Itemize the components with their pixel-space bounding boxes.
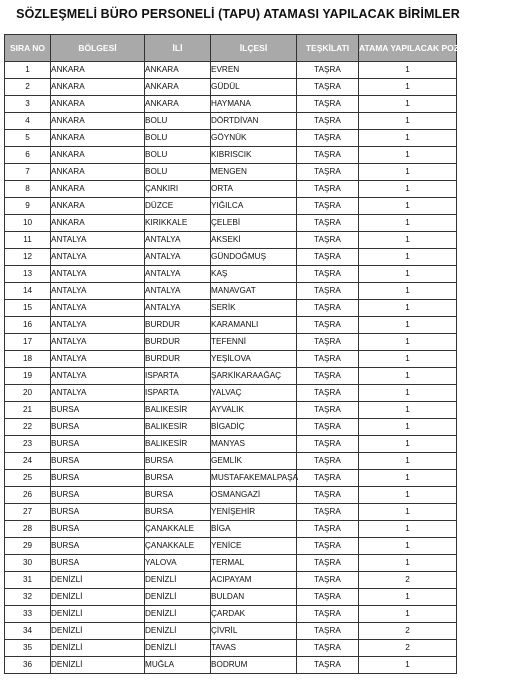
- row-ilcesi: YALVAÇ: [211, 385, 297, 402]
- row-ili: ANTALYA: [145, 249, 211, 266]
- row-bolgesi: ANKARA: [51, 62, 145, 79]
- row-pozisyon-sayisi: 1: [359, 606, 457, 623]
- row-teskilati: TAŞRA: [297, 623, 359, 640]
- row-sira-no: 17: [5, 334, 51, 351]
- row-pozisyon-sayisi: 1: [359, 368, 457, 385]
- row-bolgesi: BURSA: [51, 402, 145, 419]
- row-teskilati: TAŞRA: [297, 79, 359, 96]
- row-pozisyon-sayisi: 1: [359, 96, 457, 113]
- row-ili: BURDUR: [145, 317, 211, 334]
- row-pozisyon-sayisi: 1: [359, 198, 457, 215]
- row-ilcesi: YEŞİLOVA: [211, 351, 297, 368]
- table-row: [5, 96, 457, 113]
- row-ili: DENİZLİ: [145, 640, 211, 657]
- table-row: [5, 249, 457, 266]
- table-row: [5, 198, 457, 215]
- row-teskilati: TAŞRA: [297, 96, 359, 113]
- header-ili: İLİ: [145, 35, 211, 62]
- row-pozisyon-sayisi: 1: [359, 453, 457, 470]
- row-ilcesi: AKSEKİ: [211, 232, 297, 249]
- row-bolgesi: DENİZLİ: [51, 640, 145, 657]
- row-bolgesi: BURSA: [51, 419, 145, 436]
- row-sira-no: 20: [5, 385, 51, 402]
- table-row: [5, 504, 457, 521]
- row-bolgesi: ANKARA: [51, 181, 145, 198]
- table-row: [5, 283, 457, 300]
- row-pozisyon-sayisi: 1: [359, 538, 457, 555]
- table-row: [5, 453, 457, 470]
- row-bolgesi: BURSA: [51, 470, 145, 487]
- row-ili: ANTALYA: [145, 232, 211, 249]
- table-row: [5, 589, 457, 606]
- row-sira-no: 4: [5, 113, 51, 130]
- row-pozisyon-sayisi: 1: [359, 181, 457, 198]
- row-sira-no: 12: [5, 249, 51, 266]
- row-ili: BURDUR: [145, 351, 211, 368]
- row-ilcesi: TAVAS: [211, 640, 297, 657]
- row-sira-no: 26: [5, 487, 51, 504]
- row-teskilati: TAŞRA: [297, 215, 359, 232]
- row-sira-no: 22: [5, 419, 51, 436]
- row-sira-no: 25: [5, 470, 51, 487]
- row-pozisyon-sayisi: 1: [359, 215, 457, 232]
- table-row: [5, 181, 457, 198]
- row-bolgesi: ANKARA: [51, 79, 145, 96]
- row-ili: BURSA: [145, 470, 211, 487]
- header-ilcesi: İLÇESİ: [211, 35, 297, 62]
- row-pozisyon-sayisi: 1: [359, 657, 457, 674]
- table-row: [5, 487, 457, 504]
- row-sira-no: 11: [5, 232, 51, 249]
- table-row: [5, 130, 457, 147]
- header-pozisyon-sayisi: ATAMA YAPILACAK POZİSYON SAYISI: [359, 35, 457, 62]
- table-row: [5, 606, 457, 623]
- units-table: [4, 34, 515, 674]
- row-teskilati: TAŞRA: [297, 62, 359, 79]
- row-bolgesi: DENİZLİ: [51, 572, 145, 589]
- row-ilcesi: BODRUM: [211, 657, 297, 674]
- row-ili: ANKARA: [145, 96, 211, 113]
- row-pozisyon-sayisi: 1: [359, 436, 457, 453]
- row-ilcesi: BİGA: [211, 521, 297, 538]
- row-sira-no: 13: [5, 266, 51, 283]
- row-ili: DÜZCE: [145, 198, 211, 215]
- row-sira-no: 3: [5, 96, 51, 113]
- row-pozisyon-sayisi: 1: [359, 334, 457, 351]
- row-pozisyon-sayisi: 1: [359, 300, 457, 317]
- row-bolgesi: ANTALYA: [51, 385, 145, 402]
- row-teskilati: TAŞRA: [297, 283, 359, 300]
- row-teskilati: TAŞRA: [297, 317, 359, 334]
- row-ili: ANTALYA: [145, 283, 211, 300]
- row-pozisyon-sayisi: 1: [359, 470, 457, 487]
- row-ilcesi: OSMANGAZİ: [211, 487, 297, 504]
- row-ili: DENİZLİ: [145, 623, 211, 640]
- row-ilcesi: MANAVGAT: [211, 283, 297, 300]
- row-ilcesi: ÇİVRİL: [211, 623, 297, 640]
- row-pozisyon-sayisi: 1: [359, 487, 457, 504]
- row-pozisyon-sayisi: 1: [359, 130, 457, 147]
- row-sira-no: 7: [5, 164, 51, 181]
- row-sira-no: 28: [5, 521, 51, 538]
- row-ili: ISPARTA: [145, 385, 211, 402]
- row-bolgesi: ANTALYA: [51, 368, 145, 385]
- row-ili: BURSA: [145, 487, 211, 504]
- row-pozisyon-sayisi: 1: [359, 555, 457, 572]
- table-row: [5, 385, 457, 402]
- row-sira-no: 18: [5, 351, 51, 368]
- row-teskilati: TAŞRA: [297, 606, 359, 623]
- row-bolgesi: BURSA: [51, 487, 145, 504]
- row-teskilati: TAŞRA: [297, 130, 359, 147]
- row-bolgesi: ANKARA: [51, 113, 145, 130]
- row-sira-no: 30: [5, 555, 51, 572]
- row-ili: ISPARTA: [145, 368, 211, 385]
- row-bolgesi: BURSA: [51, 504, 145, 521]
- row-pozisyon-sayisi: 1: [359, 283, 457, 300]
- row-ilcesi: AYVALIK: [211, 402, 297, 419]
- table-row: [5, 164, 457, 181]
- table-row: [5, 402, 457, 419]
- row-ilcesi: GÜNDOĞMUŞ: [211, 249, 297, 266]
- row-bolgesi: ANTALYA: [51, 232, 145, 249]
- table-row: [5, 215, 457, 232]
- table-row: [5, 640, 457, 657]
- row-pozisyon-sayisi: 1: [359, 79, 457, 96]
- row-ili: ÇANKIRI: [145, 181, 211, 198]
- row-pozisyon-sayisi: 1: [359, 521, 457, 538]
- row-bolgesi: ANTALYA: [51, 283, 145, 300]
- row-pozisyon-sayisi: 1: [359, 589, 457, 606]
- row-pozisyon-sayisi: 1: [359, 62, 457, 79]
- row-pozisyon-sayisi: 2: [359, 623, 457, 640]
- row-pozisyon-sayisi: 1: [359, 232, 457, 249]
- row-pozisyon-sayisi: 1: [359, 402, 457, 419]
- table-row: [5, 62, 457, 79]
- table-row: [5, 232, 457, 249]
- row-bolgesi: ANTALYA: [51, 334, 145, 351]
- row-ili: DENİZLİ: [145, 606, 211, 623]
- row-pozisyon-sayisi: 1: [359, 317, 457, 334]
- row-sira-no: 6: [5, 147, 51, 164]
- row-pozisyon-sayisi: 1: [359, 113, 457, 130]
- row-ili: BOLU: [145, 130, 211, 147]
- row-teskilati: TAŞRA: [297, 470, 359, 487]
- row-bolgesi: DENİZLİ: [51, 657, 145, 674]
- row-sira-no: 23: [5, 436, 51, 453]
- row-pozisyon-sayisi: 2: [359, 572, 457, 589]
- row-bolgesi: ANKARA: [51, 215, 145, 232]
- row-teskilati: TAŞRA: [297, 436, 359, 453]
- header-teskilati: TEŞKİLATI: [297, 35, 359, 62]
- row-sira-no: 31: [5, 572, 51, 589]
- row-bolgesi: ANTALYA: [51, 300, 145, 317]
- row-ilcesi: MANYAS: [211, 436, 297, 453]
- row-ili: BOLU: [145, 147, 211, 164]
- row-ilcesi: DÖRTDİVAN: [211, 113, 297, 130]
- row-teskilati: TAŞRA: [297, 402, 359, 419]
- row-teskilati: TAŞRA: [297, 487, 359, 504]
- row-ili: BALIKESİR: [145, 419, 211, 436]
- row-ili: ANKARA: [145, 79, 211, 96]
- row-ilcesi: KAŞ: [211, 266, 297, 283]
- row-ilcesi: TEFENNİ: [211, 334, 297, 351]
- row-ili: KIRIKKALE: [145, 215, 211, 232]
- table-row: [5, 572, 457, 589]
- row-ilcesi: TERMAL: [211, 555, 297, 572]
- row-ilcesi: HAYMANA: [211, 96, 297, 113]
- row-teskilati: TAŞRA: [297, 147, 359, 164]
- row-ili: BURDUR: [145, 334, 211, 351]
- row-sira-no: 19: [5, 368, 51, 385]
- row-ilcesi: SERİK: [211, 300, 297, 317]
- row-bolgesi: BURSA: [51, 521, 145, 538]
- row-ili: BALIKESİR: [145, 436, 211, 453]
- row-teskilati: TAŞRA: [297, 419, 359, 436]
- row-sira-no: 16: [5, 317, 51, 334]
- row-ili: ANKARA: [145, 62, 211, 79]
- row-sira-no: 35: [5, 640, 51, 657]
- row-pozisyon-sayisi: 1: [359, 385, 457, 402]
- row-sira-no: 9: [5, 198, 51, 215]
- row-pozisyon-sayisi: 1: [359, 147, 457, 164]
- table-row: [5, 351, 457, 368]
- row-ili: YALOVA: [145, 555, 211, 572]
- row-bolgesi: ANKARA: [51, 164, 145, 181]
- table-row: [5, 147, 457, 164]
- row-ili: BOLU: [145, 164, 211, 181]
- row-ili: DENİZLİ: [145, 572, 211, 589]
- row-ili: BURSA: [145, 453, 211, 470]
- row-ilcesi: YENİCE: [211, 538, 297, 555]
- row-sira-no: 2: [5, 79, 51, 96]
- row-teskilati: TAŞRA: [297, 657, 359, 674]
- row-ili: BURSA: [145, 504, 211, 521]
- row-ili: BALIKESİR: [145, 402, 211, 419]
- row-teskilati: TAŞRA: [297, 538, 359, 555]
- row-teskilati: TAŞRA: [297, 232, 359, 249]
- table-row: [5, 521, 457, 538]
- table-header-row: [5, 35, 457, 62]
- row-bolgesi: ANTALYA: [51, 249, 145, 266]
- row-teskilati: TAŞRA: [297, 368, 359, 385]
- table-row: [5, 419, 457, 436]
- row-bolgesi: BURSA: [51, 555, 145, 572]
- row-ilcesi: ACIPAYAM: [211, 572, 297, 589]
- row-sira-no: 10: [5, 215, 51, 232]
- table-row: [5, 334, 457, 351]
- row-sira-no: 24: [5, 453, 51, 470]
- table-row: [5, 470, 457, 487]
- row-teskilati: TAŞRA: [297, 589, 359, 606]
- table-row: [5, 555, 457, 572]
- header-sira-no: SIRA NO: [5, 35, 51, 62]
- row-teskilati: TAŞRA: [297, 351, 359, 368]
- row-ilcesi: KARAMANLI: [211, 317, 297, 334]
- table-row: [5, 317, 457, 334]
- row-bolgesi: BURSA: [51, 453, 145, 470]
- row-ili: BOLU: [145, 113, 211, 130]
- row-sira-no: 5: [5, 130, 51, 147]
- row-sira-no: 32: [5, 589, 51, 606]
- row-sira-no: 36: [5, 657, 51, 674]
- row-ilcesi: ORTA: [211, 181, 297, 198]
- row-ilcesi: YENİŞEHİR: [211, 504, 297, 521]
- row-teskilati: TAŞRA: [297, 385, 359, 402]
- row-teskilati: TAŞRA: [297, 266, 359, 283]
- row-bolgesi: BURSA: [51, 538, 145, 555]
- row-bolgesi: ANKARA: [51, 198, 145, 215]
- row-teskilati: TAŞRA: [297, 113, 359, 130]
- row-sira-no: 1: [5, 62, 51, 79]
- table-row: [5, 436, 457, 453]
- row-ili: ANTALYA: [145, 300, 211, 317]
- row-ilcesi: YIĞILCA: [211, 198, 297, 215]
- row-bolgesi: ANTALYA: [51, 351, 145, 368]
- row-teskilati: TAŞRA: [297, 572, 359, 589]
- row-teskilati: TAŞRA: [297, 453, 359, 470]
- row-teskilati: TAŞRA: [297, 504, 359, 521]
- table-row: [5, 300, 457, 317]
- row-bolgesi: DENİZLİ: [51, 589, 145, 606]
- row-ilcesi: ÇARDAK: [211, 606, 297, 623]
- row-ili: ÇANAKKALE: [145, 521, 211, 538]
- row-pozisyon-sayisi: 1: [359, 419, 457, 436]
- table-row: [5, 113, 457, 130]
- row-teskilati: TAŞRA: [297, 334, 359, 351]
- row-ilcesi: MUSTAFAKEMALPAŞA: [211, 470, 297, 487]
- row-bolgesi: ANKARA: [51, 96, 145, 113]
- row-teskilati: TAŞRA: [297, 164, 359, 181]
- row-ilcesi: EVREN: [211, 62, 297, 79]
- row-ilcesi: GEMLİK: [211, 453, 297, 470]
- row-teskilati: TAŞRA: [297, 249, 359, 266]
- row-bolgesi: ANKARA: [51, 147, 145, 164]
- row-pozisyon-sayisi: 1: [359, 164, 457, 181]
- row-ilcesi: KIBRISCIK: [211, 147, 297, 164]
- row-pozisyon-sayisi: 1: [359, 504, 457, 521]
- document-title: SÖZLEŞMELİ BÜRO PERSONELİ (TAPU) ATAMASI YAPILACAK BİRİMLER: [16, 7, 460, 21]
- row-sira-no: 33: [5, 606, 51, 623]
- row-teskilati: TAŞRA: [297, 521, 359, 538]
- table-row: [5, 266, 457, 283]
- row-sira-no: 8: [5, 181, 51, 198]
- row-bolgesi: ANTALYA: [51, 266, 145, 283]
- table-body: [5, 62, 457, 674]
- row-sira-no: 15: [5, 300, 51, 317]
- table-row: [5, 623, 457, 640]
- row-ilcesi: BULDAN: [211, 589, 297, 606]
- row-ili: ÇANAKKALE: [145, 538, 211, 555]
- row-teskilati: TAŞRA: [297, 181, 359, 198]
- row-ili: MUĞLA: [145, 657, 211, 674]
- row-sira-no: 21: [5, 402, 51, 419]
- row-sira-no: 29: [5, 538, 51, 555]
- row-pozisyon-sayisi: 1: [359, 266, 457, 283]
- row-ilcesi: GÜDÜL: [211, 79, 297, 96]
- header-bolgesi: BÖLGESİ: [51, 35, 145, 62]
- row-teskilati: TAŞRA: [297, 300, 359, 317]
- row-teskilati: TAŞRA: [297, 198, 359, 215]
- row-ilcesi: BİGADİÇ: [211, 419, 297, 436]
- row-teskilati: TAŞRA: [297, 555, 359, 572]
- row-bolgesi: DENİZLİ: [51, 606, 145, 623]
- row-ilcesi: GÖYNÜK: [211, 130, 297, 147]
- row-ili: ANTALYA: [145, 266, 211, 283]
- row-pozisyon-sayisi: 1: [359, 351, 457, 368]
- row-bolgesi: ANKARA: [51, 130, 145, 147]
- row-ilcesi: ŞARKİKARAAĞAÇ: [211, 368, 297, 385]
- row-sira-no: 34: [5, 623, 51, 640]
- row-ilcesi: MENGEN: [211, 164, 297, 181]
- table-row: [5, 79, 457, 96]
- row-bolgesi: BURSA: [51, 436, 145, 453]
- row-bolgesi: DENİZLİ: [51, 623, 145, 640]
- row-pozisyon-sayisi: 2: [359, 640, 457, 657]
- row-ilcesi: ÇELEBİ: [211, 215, 297, 232]
- table-row: [5, 657, 457, 674]
- table-row: [5, 538, 457, 555]
- row-teskilati: TAŞRA: [297, 640, 359, 657]
- row-bolgesi: ANTALYA: [51, 317, 145, 334]
- row-sira-no: 14: [5, 283, 51, 300]
- row-sira-no: 27: [5, 504, 51, 521]
- table-row: [5, 368, 457, 385]
- row-ili: DENİZLİ: [145, 589, 211, 606]
- row-pozisyon-sayisi: 1: [359, 249, 457, 266]
